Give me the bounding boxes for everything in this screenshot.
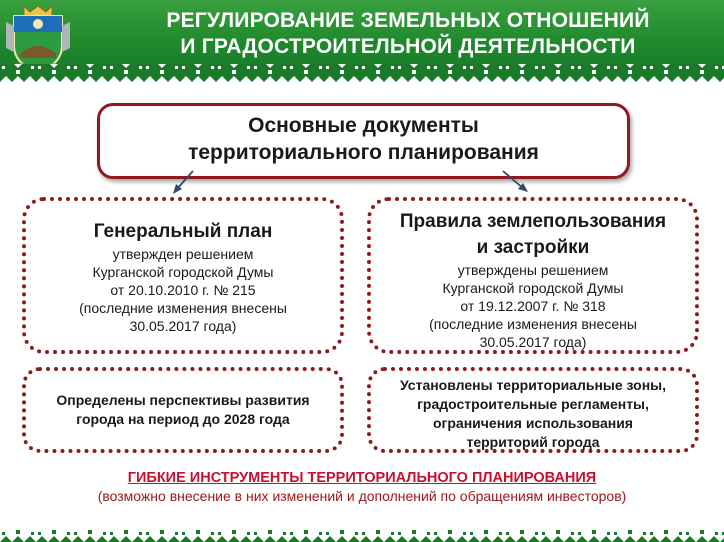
title-line-2: И ГРАДОСТРОИТЕЛЬНОЙ ДЕЯТЕЛЬНОСТИ: [180, 35, 636, 58]
general-plan-line: утвержден решением: [112, 246, 254, 262]
title-line-1: РЕГУЛИРОВАНИЕ ЗЕМЕЛЬНЫХ ОТНОШЕНИЙ: [166, 9, 650, 32]
general-plan-box: [22, 197, 344, 354]
land-use-rules-box: [367, 197, 699, 354]
flexible-tools-note: (возможно внесение в них изменений и дополнений по обращениям инвесторов): [97, 488, 627, 504]
land-use-heading-2: и застройки: [476, 237, 590, 258]
land-use-line: от 19.12.2007 г. № 318: [460, 298, 606, 314]
general-plan-line: (последние изменения внесены: [79, 300, 287, 316]
land-use-goal-line-2: градостроительные регламенты,: [417, 396, 649, 412]
bottom-ornament: [0, 526, 724, 542]
top-ornament: [0, 64, 724, 88]
land-use-goal-line-1: Установлены территориальные зоны,: [399, 377, 667, 393]
main-box-line-1: Основные документы: [248, 114, 479, 137]
general-plan-goal-line-1: Определены перспективы развития: [56, 392, 310, 408]
land-use-line: утверждены решением: [457, 262, 609, 278]
general-plan-goal-line-2: города на период до 2028 года: [76, 411, 290, 427]
land-use-line: 30.05.2017 года): [479, 334, 587, 350]
land-use-goal-line-3: ограничения использования: [433, 415, 633, 431]
flexible-tools-title: ГИБКИЕ ИНСТРУМЕНТЫ ТЕРРИТОРИАЛЬНОГО ПЛАНИРОВАНИЯ: [127, 470, 597, 486]
page-title: [96, 8, 720, 60]
land-use-goal-line-4: территорий города: [466, 434, 600, 450]
general-plan-line: от 20.10.2010 г. № 215: [110, 282, 256, 298]
land-use-line: Курганской городской Думы: [442, 280, 624, 296]
land-use-line: (последние изменения внесены: [429, 316, 637, 332]
main-documents-box: [97, 103, 630, 179]
general-plan-goal-box: [22, 367, 344, 453]
general-plan-line: Курганской городской Думы: [92, 264, 274, 280]
general-plan-line: 30.05.2017 года): [129, 318, 237, 334]
main-box-line-2: территориального планирования: [188, 141, 539, 164]
general-plan-heading: Генеральный план: [93, 221, 273, 242]
land-use-heading-1: Правила землепользования: [399, 211, 667, 232]
land-use-goal-box: [367, 367, 699, 453]
